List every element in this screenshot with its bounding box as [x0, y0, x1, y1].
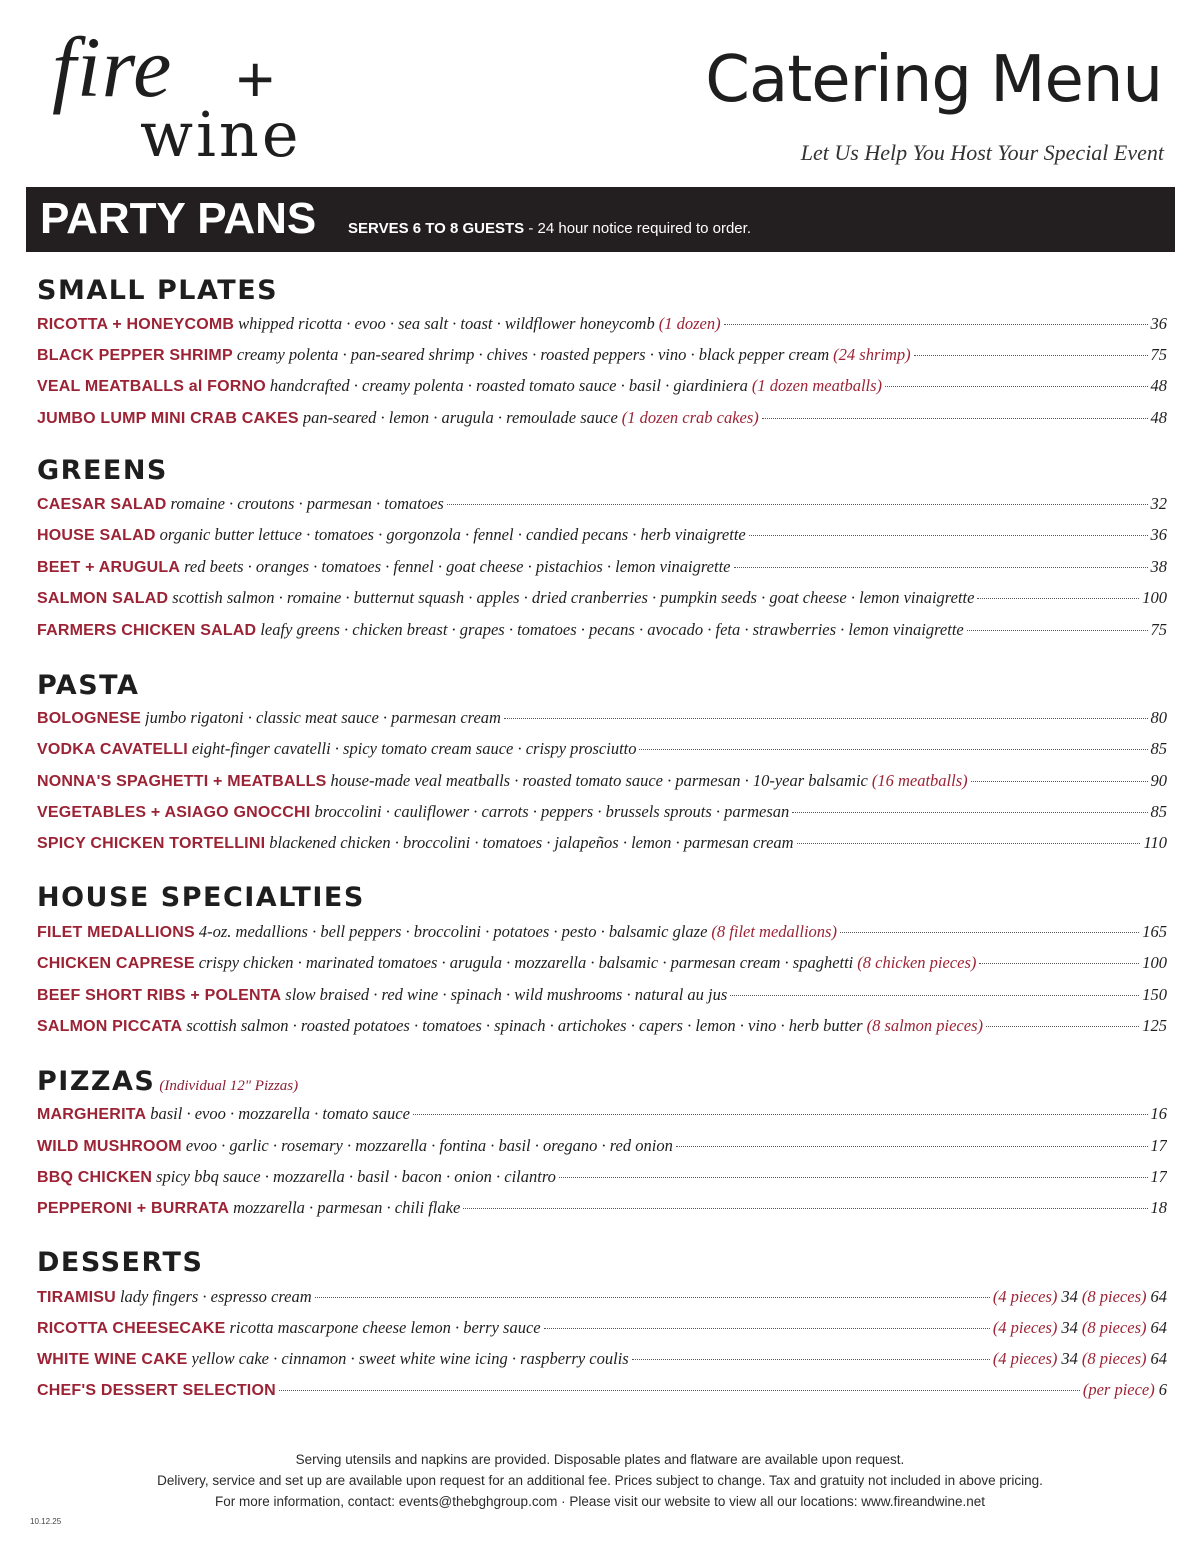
dot-leader — [977, 598, 1139, 599]
dot-leader — [544, 1328, 990, 1329]
dot-leader — [797, 843, 1141, 844]
item-description: creamy polenta · pan-seared shrimp · chives · roasted peppers · vino · black pepper cream — [236, 345, 830, 364]
item-description: lady fingers · espresso cream — [119, 1287, 312, 1306]
footer-delivery-note: Delivery, service and set up are available upon request for an additional fee. Prices subject to change. Tax and gratuity not included in above pricing. — [157, 1473, 1043, 1488]
item-description: crispy chicken · marinated tomatoes · arugula · mozzarella · balsamic · parmesan cream · spaghetti — [198, 953, 854, 972]
dot-leader — [315, 1297, 990, 1298]
item-price: 125 — [1142, 1016, 1167, 1035]
item-price-large: 64 — [1150, 1287, 1167, 1306]
item-price: 150 — [1142, 985, 1167, 1004]
item-price: 85 — [1150, 739, 1167, 758]
menu-item — [37, 922, 1167, 946]
item-price: 100 — [1142, 953, 1167, 972]
item-price: 17 — [1150, 1136, 1167, 1155]
item-name: FILET MEDALLIONS — [37, 924, 195, 941]
party-pans-banner — [26, 187, 1175, 252]
item-price: 36 — [1150, 314, 1167, 333]
banner-notice: - 24 hour notice required to order. — [524, 220, 751, 237]
item-name: FARMERS CHICKEN SALAD — [37, 622, 257, 639]
menu-item — [37, 314, 1167, 338]
item-description: ricotta mascarpone cheese lemon · berry sauce — [229, 1318, 541, 1337]
item-price: 16 — [1150, 1104, 1167, 1123]
item-quantity: (1 dozen) — [658, 314, 721, 333]
item-description: basil · evoo · mozzarella · tomato sauce — [150, 1104, 410, 1123]
item-quantity: (16 meatballs) — [871, 771, 968, 790]
item-name: JUMBO LUMP MINI CRAB CAKES — [37, 410, 299, 427]
logo-fire-text: fire — [52, 19, 173, 115]
item-name: CAESAR SALAD — [37, 496, 167, 513]
item-name: CHEF'S DESSERT SELECTION — [37, 1382, 276, 1399]
dot-leader — [749, 535, 1148, 536]
item-price: 6 — [1158, 1380, 1167, 1399]
item-price: 48 — [1150, 408, 1167, 427]
item-price: 110 — [1143, 833, 1167, 852]
dot-leader — [840, 932, 1139, 933]
section-title-house-specialties: HOUSE SPECIALTIES — [37, 882, 365, 913]
item-name: BEET + ARUGULA — [37, 559, 181, 576]
item-description: scottish salmon · roasted potatoes · tomatoes · spinach · artichokes · capers · lemon · vino · herb butter — [186, 1016, 863, 1035]
menu-item — [37, 525, 1167, 549]
item-quantity: (1 dozen crab cakes) — [621, 408, 759, 427]
item-description: slow braised · red wine · spinach · wild mushrooms · natural au jus — [285, 985, 728, 1004]
menu-item — [37, 1287, 1167, 1311]
item-price: 18 — [1150, 1198, 1167, 1217]
menu-item — [37, 985, 1167, 1009]
item-description: romaine · croutons · parmesan · tomatoes — [170, 494, 444, 513]
menu-item — [37, 557, 1167, 581]
item-quantity: (8 filet medallions) — [711, 922, 837, 941]
menu-item — [37, 376, 1167, 400]
menu-item — [37, 1016, 1167, 1040]
dot-leader — [885, 386, 1147, 387]
item-name: SPICY CHICKEN TORTELLINI — [37, 835, 266, 852]
item-price: 38 — [1150, 557, 1167, 576]
item-name: BEEF SHORT RIBS + POLENTA — [37, 987, 282, 1004]
item-price: 17 — [1150, 1167, 1167, 1186]
dot-leader — [979, 963, 1139, 964]
pizzas-title-text: PIZZAS — [37, 1066, 156, 1097]
pizzas-size-note: (Individual 12" Pizzas) — [159, 1078, 299, 1094]
item-description: 4-oz. medallions · bell peppers · broccolini · potatoes · pesto · balsamic glaze — [198, 922, 708, 941]
item-price: 75 — [1150, 620, 1167, 639]
item-price-small: 34 — [1061, 1318, 1078, 1337]
banner-serves: SERVES 6 TO 8 GUESTS — [348, 220, 525, 237]
section-title-pizzas — [37, 1068, 298, 1095]
item-description: broccolini · cauliflower · carrots · peppers · brussels sprouts · parmesan — [314, 802, 790, 821]
logo-wine-text: wine — [140, 98, 302, 171]
dot-leader — [632, 1359, 990, 1360]
item-description: organic butter lettuce · tomatoes · gorgonzola · fennel · candied pecans · herb vinaigrette — [159, 525, 746, 544]
menu-item — [37, 833, 1167, 857]
item-description: red beets · oranges · tomatoes · fennel · goat cheese · pistachios · lemon vinaigrette — [184, 557, 731, 576]
item-name: VODKA CAVATELLI — [37, 741, 188, 758]
menu-item — [37, 1380, 1167, 1404]
item-description: leafy greens · chicken breast · grapes · tomatoes · pecans · avocado · feta · strawberries · lemon vinaigrette — [260, 620, 964, 639]
item-price: 32 — [1150, 494, 1167, 513]
dot-leader — [762, 418, 1148, 419]
dot-leader — [279, 1390, 1080, 1391]
banner-title: PARTY PANS — [40, 194, 317, 243]
item-description: spicy bbq sauce · mozzarella · basil · bacon · onion · cilantro — [156, 1167, 556, 1186]
menu-item — [37, 1318, 1167, 1342]
item-name: MARGHERITA — [37, 1106, 147, 1123]
section-title-small-plates: SMALL PLATES — [37, 275, 279, 306]
item-description: evoo · garlic · rosemary · mozzarella · fontina · basil · oregano · red onion — [185, 1136, 673, 1155]
menu-item — [37, 708, 1167, 732]
item-name: VEAL MEATBALLS al FORNO — [37, 378, 266, 395]
item-quantity-large: (8 pieces) — [1081, 1287, 1147, 1306]
menu-item — [37, 771, 1167, 795]
dot-leader — [734, 567, 1148, 568]
item-quantity-large: (8 pieces) — [1081, 1318, 1147, 1337]
item-name: WHITE WINE CAKE — [37, 1351, 188, 1368]
item-price-large: 64 — [1150, 1318, 1167, 1337]
item-description: house-made veal meatballs · roasted tomato sauce · parmesan · 10-year balsamic — [330, 771, 868, 790]
dot-leader — [914, 355, 1148, 356]
item-name: SALMON SALAD — [37, 590, 169, 607]
menu-item — [37, 588, 1167, 612]
footer-contact-note: For more information, contact: events@thebghgroup.com · Please visit our website to view all our locations: www.fireandwine.net — [214, 1494, 986, 1509]
menu-item — [37, 1104, 1167, 1128]
item-name: BLACK PEPPER SHRIMP — [37, 347, 233, 364]
dot-leader — [971, 781, 1148, 782]
dot-leader — [792, 812, 1147, 813]
item-quantity-small: (4 pieces) — [992, 1318, 1058, 1337]
item-price-small: 34 — [1061, 1287, 1078, 1306]
item-quantity: (24 shrimp) — [833, 345, 911, 364]
item-price: 165 — [1142, 922, 1167, 941]
item-name: WILD MUSHROOM — [37, 1138, 182, 1155]
menu-item — [37, 1349, 1167, 1373]
menu-item — [37, 802, 1167, 826]
item-name: BBQ CHICKEN — [37, 1169, 153, 1186]
section-title-pasta: PASTA — [37, 670, 140, 701]
item-price: 85 — [1150, 802, 1167, 821]
menu-item — [37, 345, 1167, 369]
item-description: handcrafted · creamy polenta · roasted tomato sauce · basil · giardiniera — [269, 376, 748, 395]
item-price: 75 — [1150, 345, 1167, 364]
menu-item — [37, 1136, 1167, 1160]
dot-leader — [463, 1208, 1147, 1209]
item-description: pan-seared · lemon · arugula · remoulade sauce — [302, 408, 618, 427]
item-description: blackened chicken · broccolini · tomatoes · jalapeños · lemon · parmesan cream — [269, 833, 794, 852]
menu-item — [37, 953, 1167, 977]
item-price: 90 — [1150, 771, 1167, 790]
item-price: 100 — [1142, 588, 1167, 607]
menu-item — [37, 494, 1167, 518]
item-description: whipped ricotta · evoo · sea salt · toast · wildflower honeycomb — [238, 314, 655, 333]
dot-leader — [730, 995, 1139, 996]
item-name: HOUSE SALAD — [37, 527, 156, 544]
item-description: scottish salmon · romaine · butternut squash · apples · dried cranberries · pumpkin seeds · goat cheese · lemon vinaigrette — [172, 588, 975, 607]
menu-item — [37, 1167, 1167, 1191]
dot-leader — [413, 1114, 1148, 1115]
item-name: RICOTTA CHEESECAKE — [37, 1320, 226, 1337]
menu-item — [37, 739, 1167, 763]
dot-leader — [724, 324, 1148, 325]
item-price: 48 — [1150, 376, 1167, 395]
page-subtitle: Let Us Help You Host Your Special Event — [800, 140, 1164, 165]
footer-utensils-note: Serving utensils and napkins are provided. Disposable plates and flatware are available upon request. — [295, 1452, 905, 1467]
menu-item — [37, 1198, 1167, 1222]
item-price-small: 34 — [1061, 1349, 1078, 1368]
section-title-greens: GREENS — [37, 455, 168, 486]
item-quantity-small: (4 pieces) — [992, 1287, 1058, 1306]
item-name: BOLOGNESE — [37, 710, 142, 727]
dot-leader — [639, 749, 1147, 750]
page-title: Catering Menu — [705, 43, 1162, 117]
item-name: VEGETABLES + ASIAGO GNOCCHI — [37, 804, 311, 821]
item-quantity: (1 dozen meatballs) — [751, 376, 883, 395]
item-name: NONNA'S SPAGHETTI + MEATBALLS — [37, 773, 327, 790]
item-quantity-small: (4 pieces) — [992, 1349, 1058, 1368]
banner-serves-line — [348, 221, 751, 236]
item-description: yellow cake · cinnamon · sweet white wine icing · raspberry coulis — [191, 1349, 629, 1368]
item-price: 80 — [1150, 708, 1167, 727]
section-title-desserts: DESSERTS — [37, 1247, 204, 1278]
dot-leader — [447, 504, 1148, 505]
item-name: RICOTTA + HONEYCOMB — [37, 316, 235, 333]
version-date: 10.12.25 — [30, 1517, 62, 1526]
logo-plus-text: + — [236, 42, 275, 116]
menu-item — [37, 620, 1167, 644]
item-description: jumbo rigatoni · classic meat sauce · parmesan cream — [145, 708, 501, 727]
dot-leader — [967, 630, 1148, 631]
item-quantity: (8 chicken pieces) — [857, 953, 977, 972]
fire-wine-logo — [48, 19, 348, 174]
item-quantity: (8 salmon pieces) — [866, 1016, 983, 1035]
item-name: TIRAMISU — [37, 1289, 116, 1306]
item-price: 36 — [1150, 525, 1167, 544]
item-name: PEPPERONI + BURRATA — [37, 1200, 230, 1217]
item-description: mozzarella · parmesan · chili flake — [233, 1198, 461, 1217]
dot-leader — [504, 718, 1148, 719]
item-price-large: 64 — [1150, 1349, 1167, 1368]
menu-item — [37, 408, 1167, 432]
dot-leader — [676, 1146, 1148, 1147]
dot-leader — [559, 1177, 1148, 1178]
dot-leader — [986, 1026, 1139, 1027]
item-description: eight-finger cavatelli · spicy tomato cream sauce · crispy prosciutto — [191, 739, 637, 758]
item-quantity-large: (8 pieces) — [1081, 1349, 1147, 1368]
item-name: CHICKEN CAPRESE — [37, 955, 195, 972]
item-quantity: (per piece) — [1082, 1380, 1155, 1399]
item-name: SALMON PICCATA — [37, 1018, 183, 1035]
